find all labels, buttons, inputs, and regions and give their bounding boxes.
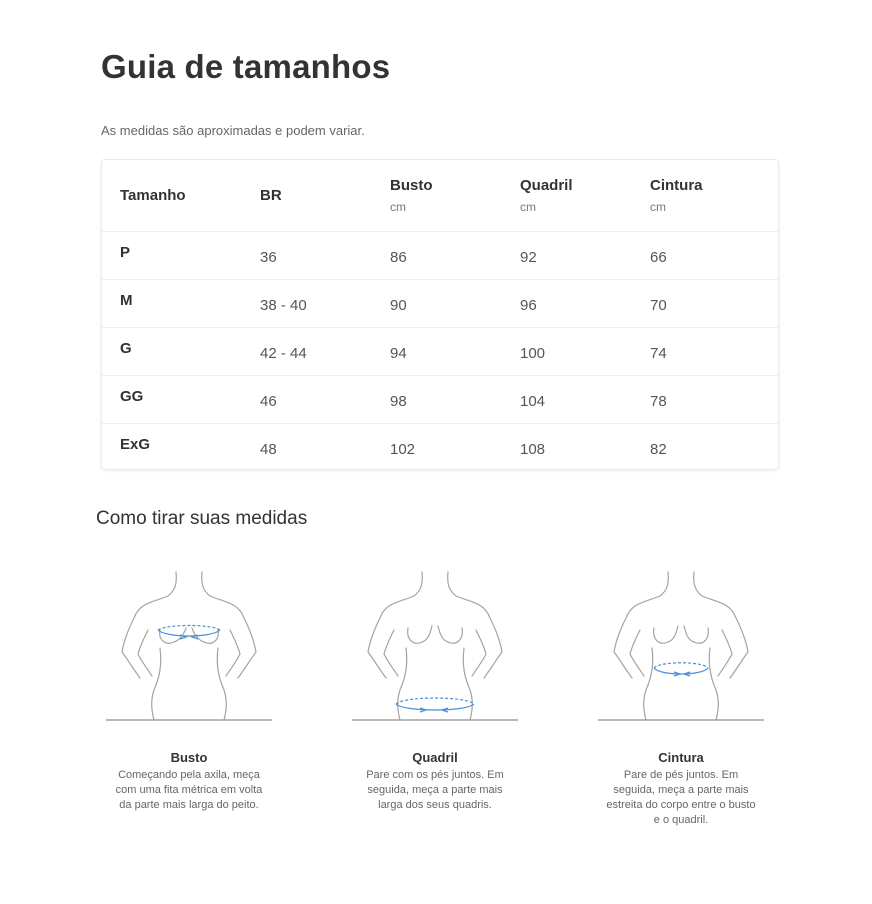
header-label: BR [260,186,282,204]
cell-quadril: 96 [520,296,537,314]
cell-busto: 98 [390,392,407,410]
header-unit: cm [520,199,536,214]
page-title: Guia de tamanhos [101,48,391,85]
cell-cintura: 70 [650,296,667,314]
cell-cintura: 82 [650,440,667,458]
measure-figure-quadril [352,568,518,813]
how-to-measure-title: Como tirar suas medidas [96,508,308,529]
cell-size: G [120,339,132,357]
cell-busto: 86 [390,248,407,266]
cell-br: 42 - 44 [260,344,307,362]
header-cintura [650,160,778,231]
page-subtitle: As medidas são aproximadas e podem variar. [101,123,365,138]
cell-br: 36 [260,248,277,266]
header-br [260,160,390,231]
cell-quadril: 92 [520,248,537,266]
cell-size: P [120,243,131,261]
figure-description: Pare de pés juntos. Em seguida, meça a parte mais estreita do corpo entre o busto e o quadril. [606,769,756,826]
header-tamanho [102,160,260,231]
table-row [102,423,778,471]
table-row [102,375,778,423]
figure-title: Quadril [412,750,458,765]
header-label: Tamanho [120,186,186,204]
cell-busto: 90 [390,296,407,314]
figure-description: Pare com os pés juntos. Em seguida, meça a parte mais larga dos seus quadris. [366,769,504,811]
figure-title: Cintura [658,750,704,765]
waist-measure-icon [598,568,764,722]
cell-br: 48 [260,440,277,458]
measure-figure-cintura [598,568,764,828]
header-unit: cm [390,199,406,214]
measure-figure-busto [106,568,272,813]
figure-title: Busto [170,750,208,765]
header-quadril [520,160,650,231]
size-table [102,160,778,471]
header-label: Cintura [650,176,703,194]
cell-size: GG [120,387,144,405]
cell-cintura: 74 [650,344,667,362]
cell-quadril: 104 [520,392,546,410]
header-label: Quadril [520,176,573,194]
hip-measure-icon [352,568,518,722]
size-table-card [101,159,779,470]
table-row [102,327,778,375]
cell-quadril: 108 [520,440,546,458]
cell-busto: 94 [390,344,407,362]
figure-description: Começando pela axila, meça com uma fita métrica em volta da parte mais larga do peito. [115,769,263,811]
cell-br: 38 - 40 [260,296,307,314]
table-row [102,279,778,327]
table-row [102,231,778,279]
cell-busto: 102 [390,440,416,458]
cell-size: M [120,291,133,309]
table-header-row [102,160,778,231]
cell-cintura: 66 [650,248,667,266]
header-busto [390,160,520,231]
cell-cintura: 78 [650,392,667,410]
cell-quadril: 100 [520,344,546,362]
bust-measure-icon [106,568,272,722]
header-label: Busto [390,176,433,194]
header-unit: cm [650,199,666,214]
cell-size: ExG [120,435,151,453]
cell-br: 46 [260,392,277,410]
